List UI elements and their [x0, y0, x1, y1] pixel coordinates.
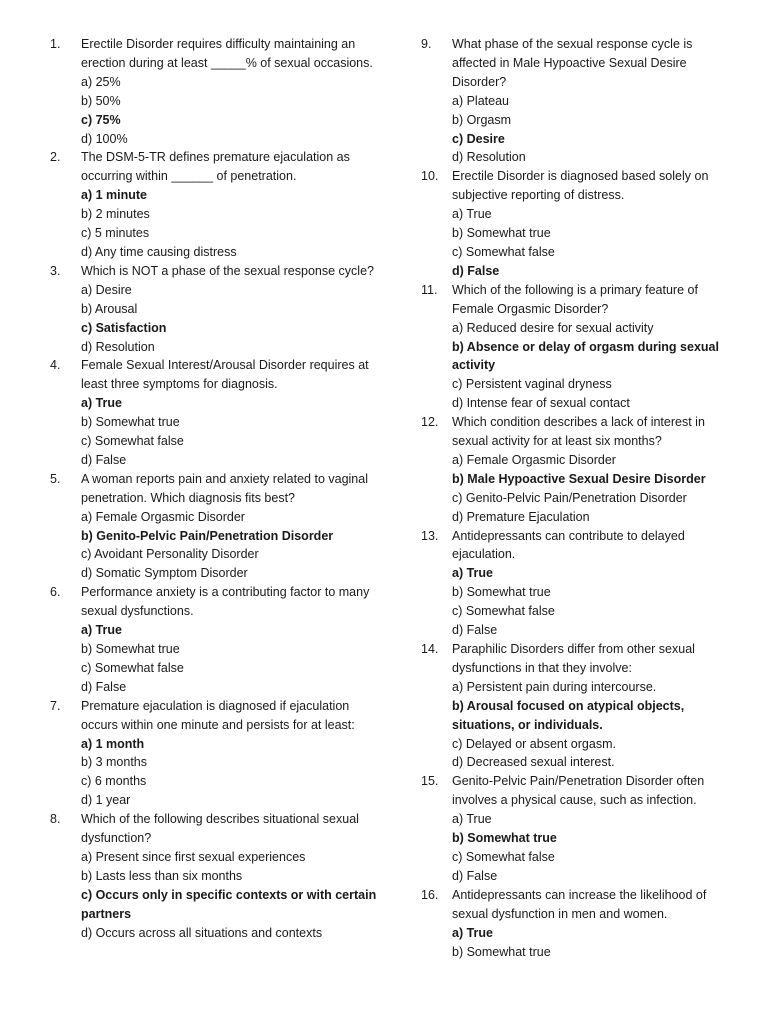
answer-option-correct: b) Male Hypoactive Sexual Desire Disorder — [452, 471, 706, 486]
question-text: Antidepressants can contribute to delayed ejaculation. — [452, 528, 685, 562]
answer-option-correct: a) 1 minute — [81, 188, 147, 203]
answer-option: d) Somatic Symptom Disorder — [81, 566, 248, 581]
question-text: Genito-Pelvic Pain/Penetration Disorder often involves a physical cause, such as infection. — [452, 774, 705, 808]
question-body — [452, 772, 721, 885]
question-number: 9. — [421, 37, 432, 51]
question-number: 16. — [421, 887, 439, 902]
right-column — [421, 35, 721, 961]
answer-option: d) Any time causing distress — [81, 244, 237, 259]
question-text: Erectile Disorder is diagnosed based solely on subjective reporting of distress. — [452, 169, 709, 203]
question-item — [50, 583, 380, 696]
answer-option: c) Persistent vaginal dryness — [452, 377, 612, 392]
question-item — [421, 886, 721, 962]
question-item — [421, 772, 721, 885]
answer-option: d) Decreased sexual interest. — [452, 755, 615, 770]
question-body — [81, 697, 380, 810]
answer-option: b) Somewhat true — [81, 642, 180, 656]
answer-option-correct: a) True — [81, 623, 122, 638]
question-body — [452, 640, 721, 772]
answer-option-correct: d) False — [452, 263, 500, 278]
question-number: 4. — [50, 358, 61, 373]
answer-option-correct: b) Arousal focused on atypical objects, situations, or individuals. — [452, 698, 685, 732]
answer-option: a) Desire — [81, 282, 132, 297]
answer-option: a) Persistent pain during intercourse. — [452, 679, 657, 694]
question-item — [421, 527, 721, 640]
answer-option: a) True — [452, 812, 492, 827]
question-text: Which of the following describes situational sexual dysfunction? — [81, 812, 359, 846]
answer-option: b) Lasts less than six months — [81, 868, 243, 883]
answer-option: b) Somewhat true — [452, 585, 551, 600]
question-text: Premature ejaculation is diagnosed if ejaculation occurs within one minute and persists for at least: — [81, 698, 355, 732]
question-body — [452, 527, 721, 640]
question-number: 8. — [50, 812, 61, 827]
answer-option: a) Present since first sexual experiences — [81, 849, 306, 864]
answer-option: a) True — [452, 207, 492, 222]
answer-option: d) Occurs across all situations and contexts — [81, 925, 323, 940]
question-body — [81, 262, 380, 357]
answer-option-correct: b) Genito-Pelvic Pain/Penetration Disorder — [81, 528, 334, 543]
question-text: Which is NOT a phase of the sexual response cycle? — [81, 263, 374, 278]
answer-option: a) Female Orgasmic Disorder — [81, 509, 245, 524]
answer-option: a) 25% — [81, 74, 121, 89]
question-item — [421, 281, 721, 413]
question-number: 3. — [50, 263, 61, 278]
answer-option: c) 5 minutes — [81, 226, 150, 241]
question-number: 2. — [50, 150, 61, 165]
question-text: The DSM-5-TR defines premature ejaculation as occurring within ______ of penetration. — [81, 150, 350, 184]
question-number: 13. — [421, 528, 439, 543]
answer-option: c) Somewhat false — [81, 434, 184, 449]
answer-option: c) Somewhat false — [452, 244, 555, 259]
left-column — [50, 35, 380, 943]
question-text: Erectile Disorder requires difficulty maintaining an erection during at least _____% of sexual occasions. — [81, 37, 373, 70]
answer-option: a) Plateau — [452, 93, 509, 108]
answer-option: d) False — [452, 868, 498, 883]
question-item — [421, 413, 721, 526]
question-item — [50, 148, 380, 261]
answer-option: d) False — [81, 679, 127, 694]
answer-option: b) Orgasm — [452, 112, 512, 127]
answer-option: c) Avoidant Personality Disorder — [81, 547, 259, 562]
question-text: Which of the following is a primary feature of Female Orgasmic Disorder? — [452, 282, 698, 316]
answer-option-correct: b) Somewhat true — [452, 831, 557, 846]
answer-option: c) Somewhat false — [452, 604, 555, 619]
answer-option: d) False — [81, 452, 127, 467]
answer-option: d) Resolution — [81, 339, 155, 354]
question-body — [81, 583, 380, 696]
question-body — [452, 413, 721, 526]
question-item — [421, 35, 721, 167]
answer-option: b) 2 minutes — [81, 207, 150, 222]
answer-option: d) 1 year — [81, 793, 131, 808]
question-number: 12. — [421, 415, 439, 430]
question-text: A woman reports pain and anxiety related to vaginal penetration. Which diagnosis fits best? — [81, 471, 368, 505]
answer-option: d) Resolution — [452, 150, 526, 165]
answer-option: d) Intense fear of sexual contact — [452, 396, 630, 411]
answer-option: c) 6 months — [81, 774, 147, 789]
question-body — [452, 167, 721, 280]
answer-option: b) 50% — [81, 93, 121, 108]
question-number: 6. — [50, 585, 61, 600]
question-body — [81, 470, 380, 583]
question-item — [50, 810, 380, 942]
question-item — [50, 35, 380, 148]
question-body — [81, 35, 380, 148]
answer-option: b) Somewhat true — [81, 415, 180, 430]
question-item — [50, 262, 380, 357]
question-text: Paraphilic Disorders differ from other sexual dysfunctions in that they involve: — [452, 642, 695, 675]
question-item — [50, 470, 380, 583]
answer-option-correct: c) 75% — [81, 112, 121, 127]
answer-option: c) Somewhat false — [81, 660, 184, 675]
answer-option: b) Somewhat true — [452, 944, 551, 959]
answer-option-correct: c) Occurs only in specific contexts or with certain partners — [81, 887, 377, 921]
answer-option: b) 3 months — [81, 755, 148, 770]
answer-option: d) 100% — [81, 131, 128, 146]
question-body — [81, 148, 380, 261]
question-item — [421, 167, 721, 280]
answer-option-correct: a) True — [452, 925, 493, 940]
question-text: Performance anxiety is a contributing factor to many sexual dysfunctions. — [81, 585, 370, 619]
question-item — [50, 356, 380, 469]
answer-option-correct: c) Desire — [452, 131, 505, 146]
answer-option: c) Genito-Pelvic Pain/Penetration Disorder — [452, 490, 687, 505]
question-item — [421, 640, 721, 772]
question-body — [452, 886, 721, 962]
answer-option-correct: c) Satisfaction — [81, 320, 167, 335]
question-text: Which condition describes a lack of interest in sexual activity for at least six months? — [452, 415, 705, 449]
question-number: 1. — [50, 37, 61, 51]
question-number: 10. — [421, 169, 439, 184]
question-body — [81, 810, 380, 942]
question-body — [452, 35, 721, 167]
answer-option-correct: a) True — [452, 566, 493, 581]
question-text: Female Sexual Interest/Arousal Disorder requires at least three symptoms for diagnosis. — [81, 358, 369, 392]
question-text: What phase of the sexual response cycle is affected in Male Hypoactive Sexual Desire Disorder? — [452, 37, 693, 89]
answer-option: c) Delayed or absent orgasm. — [452, 736, 616, 751]
answer-option-correct: b) Absence or delay of orgasm during sexual activity — [452, 339, 719, 373]
answer-option-correct: a) 1 month — [81, 736, 145, 751]
answer-option-correct: a) True — [81, 396, 122, 411]
answer-option: d) Premature Ejaculation — [452, 509, 590, 524]
answer-option: d) False — [452, 623, 498, 638]
answer-option: c) Somewhat false — [452, 849, 555, 864]
question-body — [81, 356, 380, 469]
question-number: 15. — [421, 774, 439, 789]
question-number: 5. — [50, 471, 61, 486]
question-body — [452, 281, 721, 413]
question-number: 7. — [50, 698, 61, 713]
question-number: 14. — [421, 642, 439, 656]
answer-option: a) Female Orgasmic Disorder — [452, 452, 616, 467]
answer-option: b) Somewhat true — [452, 226, 551, 241]
question-item — [50, 697, 380, 810]
question-number: 11. — [421, 282, 438, 297]
answer-option: b) Arousal — [81, 301, 138, 316]
answer-option: a) Reduced desire for sexual activity — [452, 320, 654, 335]
question-text: Antidepressants can increase the likelihood of sexual dysfunction in men and women. — [452, 887, 707, 921]
